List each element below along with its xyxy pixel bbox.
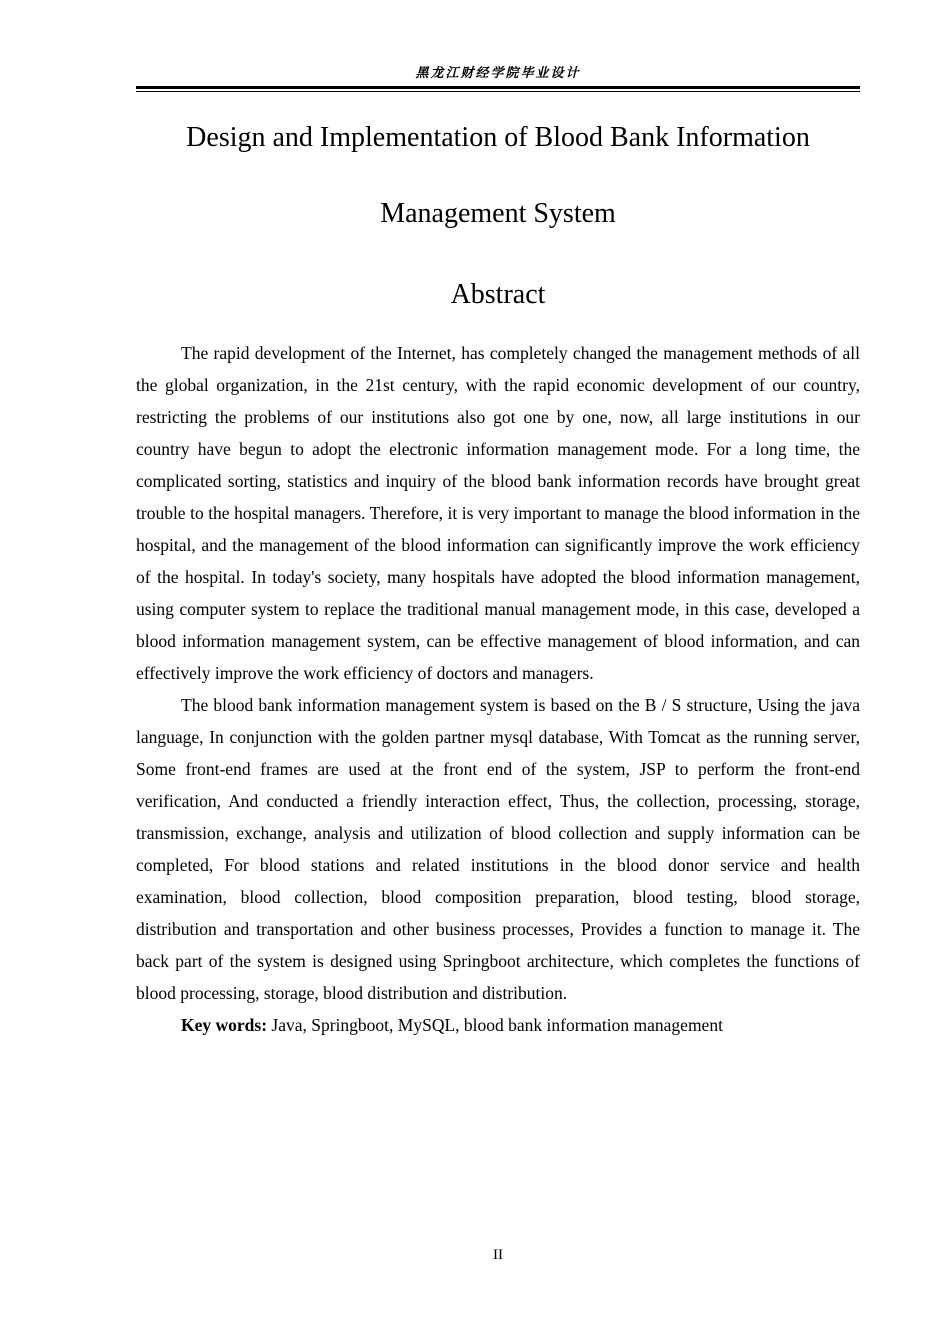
abstract-body — [136, 337, 860, 1041]
keywords-line — [136, 1009, 860, 1041]
page-number: II — [493, 1247, 503, 1263]
keywords-value: Java, Springboot, MySQL, blood bank information management — [267, 1015, 723, 1035]
abstract-paragraph-2: The blood bank information management system is based on the B / S structure, Using the java language, In conjunction with the golden partner mysql database, With Tomcat as the running server, Some front-end frames are used at the front end of the system, JSP to perform the front-end verification, And conducted a friendly interaction effect, Thus, the collection, processing, storage, transmission, exchange, analysis and utilization of blood collection and supply information can be completed, For blood stations and related institutions in the blood donor service and health examination, blood collection, blood composition preparation, blood testing, blood storage, distribution and transportation and other business processes, Provides a function to manage it. The back part of the system is designed using Springboot architecture, which completes the functions of blood processing, storage, blood distribution and distribution. — [136, 695, 860, 1003]
abstract-heading: Abstract — [450, 279, 546, 310]
paper-title-line-2: Management System — [380, 198, 616, 229]
running-header: 黑龙江财经学院毕业设计 — [415, 66, 581, 81]
abstract-paragraph-1: The rapid development of the Internet, has completely changed the management methods of all the global organization, in the 21st century, with the rapid economic development of our country, restricting the problems of our institutions also got one by one, now, all large institutions in our country have begun to adopt the electronic information management mode. For a long time, the complicated sorting, statistics and inquiry of the blood bank information records have brought great trouble to the hospital managers. Therefore, it is very important to manage the blood information in the hospital, and the management of the blood information can significantly improve the work efficiency of the hospital. In today's society, many hospitals have adopted the blood information management, using computer system to replace the traditional manual management mode, in this case, developed a blood information management system, can be effective management of blood information, and can effectively improve the work efficiency of doctors and managers. — [136, 343, 860, 683]
header-rule-thin — [136, 91, 860, 92]
keywords-label: Key words: — [181, 1015, 268, 1035]
header-rule-thick — [136, 86, 860, 89]
paper-title-line-1: Design and Implementation of Blood Bank Information — [186, 122, 810, 153]
